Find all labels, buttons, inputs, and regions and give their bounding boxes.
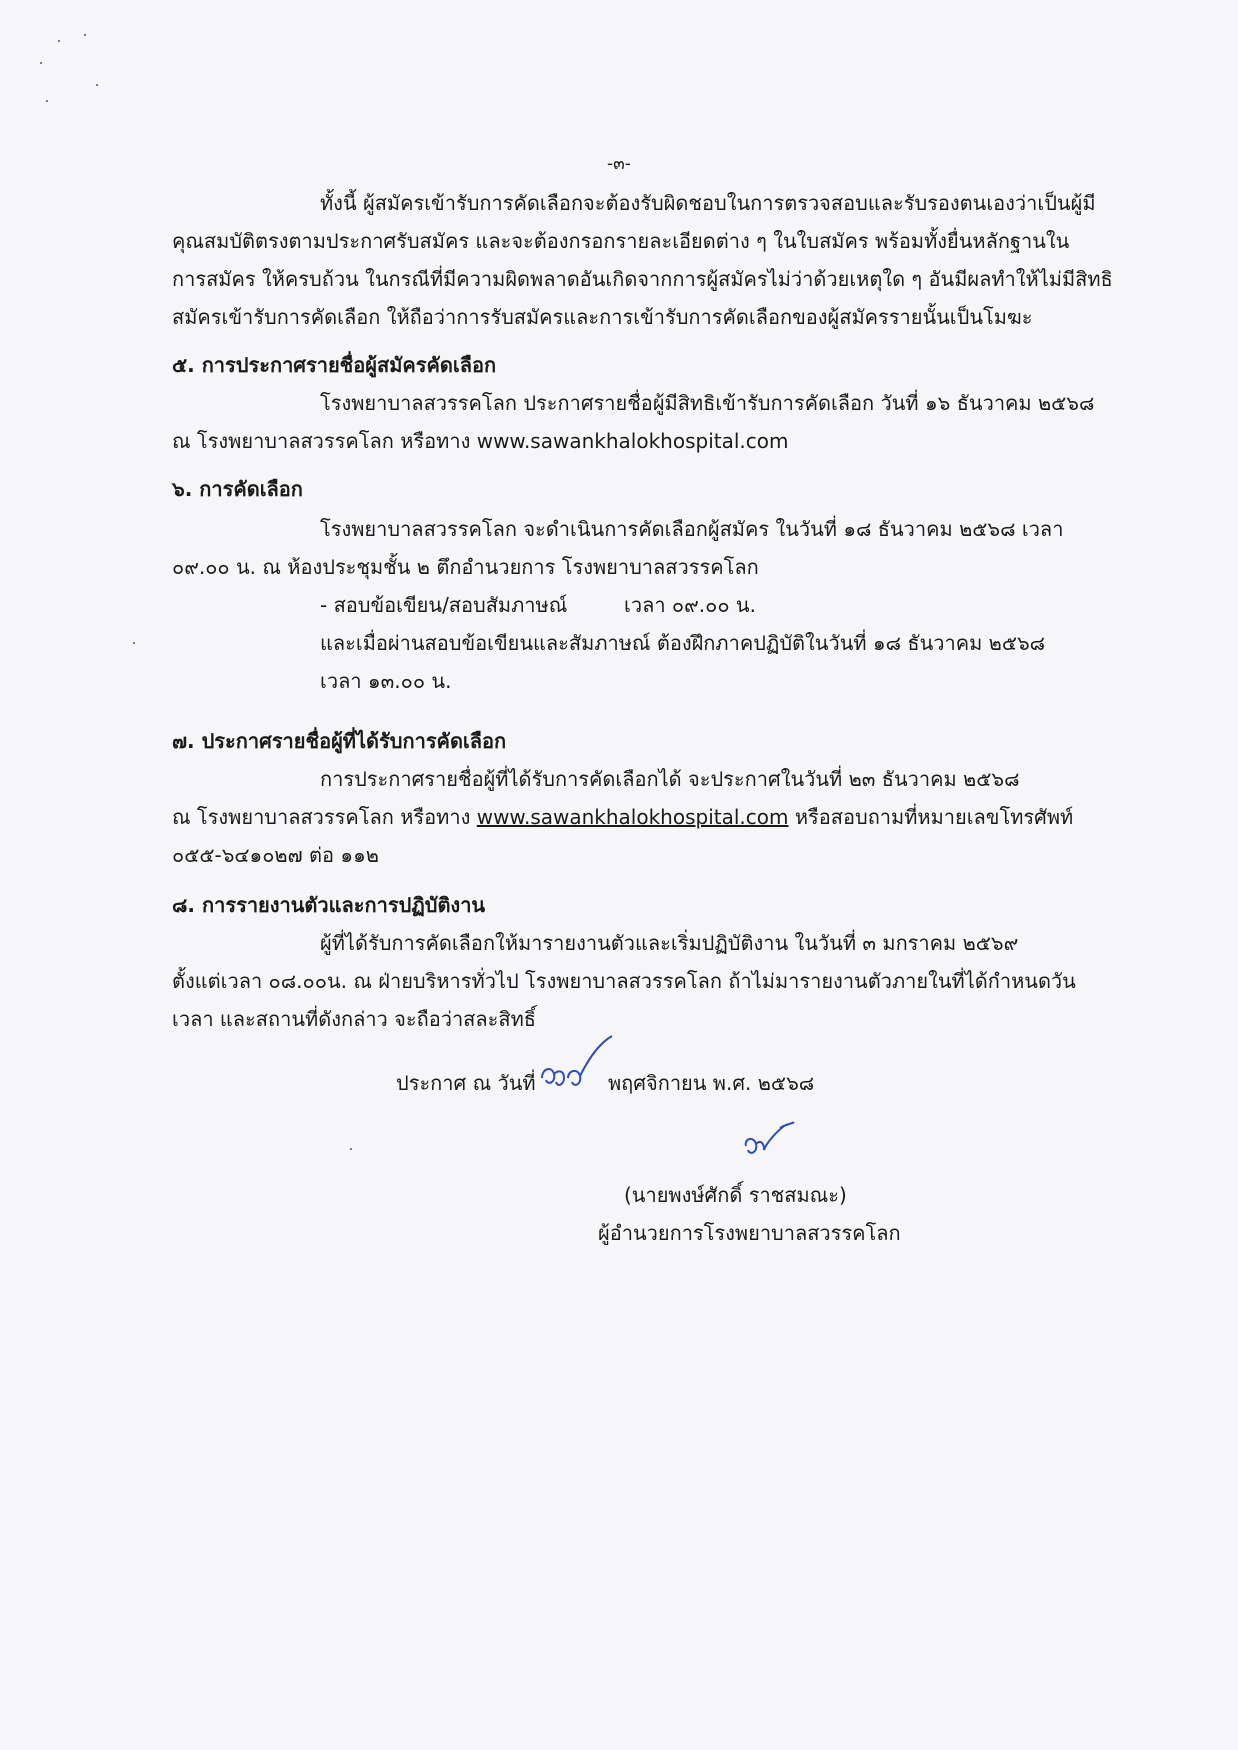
scan-speck: [350, 1148, 352, 1150]
exam-time: เวลา ๐๙.๐๐ น.: [624, 593, 756, 617]
scan-speck: [40, 62, 42, 64]
website-link[interactable]: www.sawankhalokhospital.com: [476, 805, 789, 829]
section-5-heading: ๕. การประกาศรายชื่อผู้สมัครคัดเลือก: [172, 353, 497, 377]
announcement-suffix: พฤศจิกายน พ.ศ. ๒๕๖๘: [608, 1071, 815, 1095]
signatory-name: (นายพงษ์ศักดิ์ ราชสมณะ): [624, 1183, 847, 1207]
section-7-line-2-suffix: หรือสอบถามที่หมายเลขโทรศัพท์: [788, 805, 1074, 829]
scan-speck: [46, 100, 48, 102]
practice-line-2: เวลา ๑๓.๐๐ น.: [320, 669, 452, 693]
intro-line-2: คุณสมบัติตรงตามประกาศรับสมัคร และจะต้องกรอกรายละเอียดต่าง ๆ ในใบสมัคร พร้อมทั้งยื่นหลักฐานใน: [172, 229, 1070, 253]
scan-speck: [84, 34, 86, 36]
intro-line-1: ทั้งนี้ ผู้สมัครเข้ารับการคัดเลือกจะต้องรับผิดชอบในการตรวจสอบและรับรองตนเองว่าเป็นผู้มี: [320, 191, 1096, 215]
section-5-line-1: โรงพยาบาลสวรรคโลก ประกาศรายชื่อผู้มีสิทธิเข้ารับการคัดเลือก วันที่ ๑๖ ธันวาคม ๒๕๖๘: [320, 391, 1095, 415]
section-7-line-2-prefix: ณ โรงพยาบาลสวรรคโลก หรือทาง: [172, 805, 477, 829]
section-8-line-3: เวลา และสถานที่ดังกล่าว จะถือว่าสละสิทธิ์: [172, 1007, 536, 1031]
scan-speck: [133, 642, 135, 644]
section-7-line-2: [172, 798, 1073, 836]
section-7-heading: ๗. ประกาศรายชื่อผู้ที่ได้รับการคัดเลือก: [172, 729, 507, 753]
section-6-line-2: ๐๙.๐๐ น. ณ ห้องประชุมชั้น ๒ ตึกอำนวยการ โรงพยาบาลสวรรคโลก: [172, 555, 759, 579]
intro-line-4: สมัครเข้ารับการคัดเลือก ให้ถือว่าการรับสมัครและการเข้ารับการคัดเลือกของผู้สมัครรายนั้นเป็นโมฆะ: [172, 305, 1033, 329]
section-6-heading: ๖. การคัดเลือก: [172, 477, 303, 501]
practice-line-1: และเมื่อผ่านสอบข้อเขียนและสัมภาษณ์ ต้องฝึกภาคปฏิบัติในวันที่ ๑๘ ธันวาคม ๒๕๖๘: [320, 631, 1046, 655]
page-number: -๓-: [607, 154, 631, 174]
signature-mark: [740, 1116, 800, 1162]
exam-item: - สอบข้อเขียน/สอบสัมภาษณ์: [320, 593, 568, 617]
section-8-line-2: ตั้งแต่เวลา ๐๘.๐๐น. ณ ฝ่ายบริหารทั่วไป โรงพยาบาลสวรรคโลก ถ้าไม่มารายงานตัวภายในที่ได้กำหนดวัน: [172, 969, 1076, 993]
section-7-line-3: ๐๕๕-๖๔๑๐๒๗ ต่อ ๑๑๒: [172, 843, 379, 867]
section-7-line-1: การประกาศรายชื่อผู้ที่ได้รับการคัดเลือกได้ จะประกาศในวันที่ ๒๓ ธันวาคม ๒๕๖๘: [320, 767, 1020, 791]
scan-speck: [58, 40, 60, 42]
handwritten-day: [536, 1030, 616, 1100]
section-6-line-1: โรงพยาบาลสวรรคโลก จะดำเนินการคัดเลือกผู้สมัคร ในวันที่ ๑๘ ธันวาคม ๒๕๖๘ เวลา: [320, 517, 1064, 541]
section-5-line-2: ณ โรงพยาบาลสวรรคโลก หรือทาง www.sawankhalokhospital.com: [172, 429, 789, 453]
announcement-prefix: ประกาศ ณ วันที่: [396, 1071, 536, 1095]
section-8-heading: ๘. การรายงานตัวและการปฏิบัติงาน: [172, 893, 486, 917]
signatory-position: ผู้อำนวยการโรงพยาบาลสวรรคโลก: [598, 1221, 901, 1245]
scan-speck: [96, 84, 98, 86]
section-8-line-1: ผู้ที่ได้รับการคัดเลือกให้มารายงานตัวและเริ่มปฏิบัติงาน ในวันที่ ๓ มกราคม ๒๕๖๙: [320, 931, 1019, 955]
intro-line-3: การสมัคร ให้ครบถ้วน ในกรณีที่มีความผิดพลาดอันเกิดจากการผู้สมัครไม่ว่าด้วยเหตุใด ๆ อันมีผลทำให้ไม่มีสิทธิ: [172, 267, 1113, 291]
